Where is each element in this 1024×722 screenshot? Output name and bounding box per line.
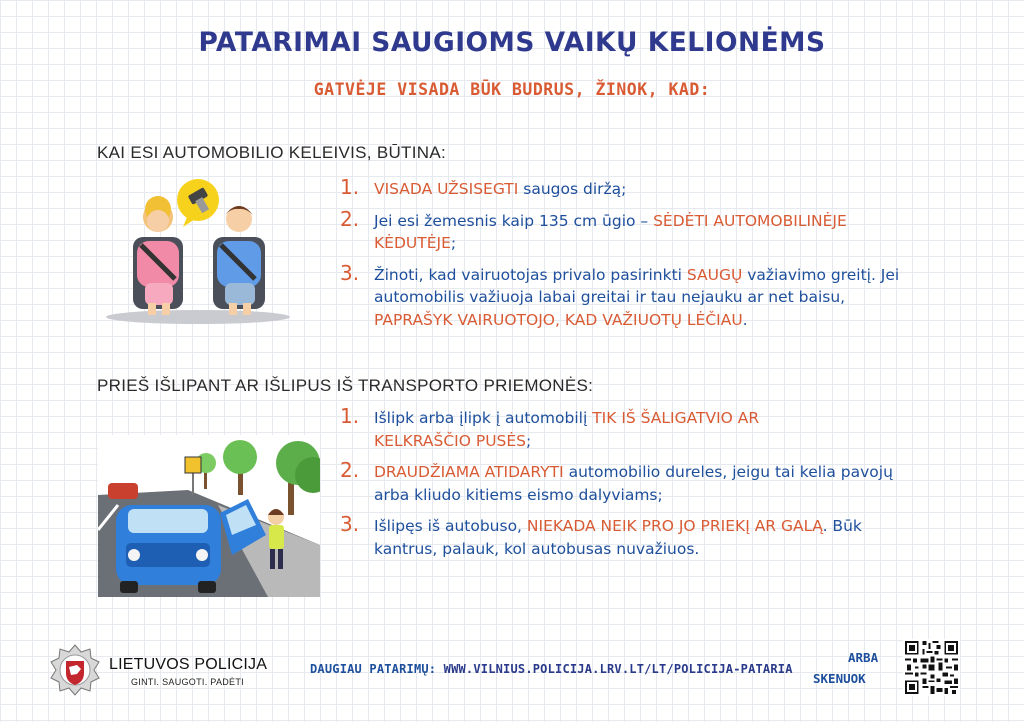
street-car-door-illustration bbox=[98, 435, 320, 597]
item-number: 3. bbox=[340, 512, 360, 536]
section2-heading: PRIEŠ IŠLIPANT AR IŠLIPUS IŠ TRANSPORTO PRIEMONĖS: bbox=[97, 376, 594, 395]
section2-list bbox=[340, 404, 910, 569]
more-tips-line bbox=[310, 662, 793, 676]
police-badge-logo bbox=[50, 644, 100, 696]
or-label: ARBA bbox=[848, 650, 879, 665]
police-name: LIETUVOS POLICIJA bbox=[109, 656, 268, 673]
list-item: 3. Žinoti, kad vairuotojas privalo pasirinkti SAUGŲ važiavimo greitį. Jei automobilis važiuoja labai greitai ir tau nejauku ar net baisu, PAPRAŠYK VAIRUOTOJO, KAD VAŽIUOTŲ LĖČIAU. bbox=[340, 260, 900, 329]
scan-label: SKENUOK bbox=[813, 671, 866, 686]
page-subtitle: GATVĖJE VISADA BŪK BUDRUS, ŽINOK, KAD: bbox=[313, 80, 711, 99]
children-in-car-seats-illustration bbox=[103, 175, 293, 325]
police-motto: GINTI. SAUGOTI. PADĖTI bbox=[131, 677, 244, 687]
list-item: 2. Jei esi žemesnis kaip 135 cm ūgio – SĖDĖTI AUTOMOBILINĖJE KĖDUTĖJE; bbox=[340, 206, 847, 252]
item-number: 2. bbox=[340, 206, 360, 231]
section1-list bbox=[340, 175, 910, 340]
page-title: PATARIMAI SAUGIOMS VAIKŲ KELIONĖMS bbox=[198, 27, 826, 58]
website-link[interactable]: WWW.VILNIUS.POLICIJA.LRV.LT/LT/POLICIJA-PATARIA bbox=[443, 662, 793, 676]
list-item: 1. VISADA UŽSISEGTI saugos diržą; bbox=[340, 175, 627, 199]
item-number: 1. bbox=[340, 175, 360, 199]
section1-heading: KAI ESI AUTOMOBILIO KELEIVIS, BŪTINA: bbox=[97, 143, 446, 162]
list-item: 1. Išlipk arba įlipk į automobilį TIK IŠ ŠALIGATVIO AR KELKRAŠČIO PUSĖS; bbox=[340, 404, 760, 450]
list-item: 2. DRAUDŽIAMA ATIDARYTI automobilio dureles, jeigu tai kelia pavojų arba kliudo kitiems eismo dalyviams; bbox=[340, 458, 893, 504]
qr-code-icon[interactable] bbox=[903, 639, 960, 696]
item-number: 2. bbox=[340, 458, 360, 482]
list-item: 3. Išlipęs iš autobuso, NIEKADA NEIK PRO JO PRIEKĮ AR GALĄ. Būk kantrus, palauk, kol autobusas nuvažiuos. bbox=[340, 512, 862, 558]
item-number: 1. bbox=[340, 404, 360, 428]
more-tips-label: DAUGIAU PATARIMŲ: bbox=[310, 662, 437, 676]
item-number: 3. bbox=[340, 260, 360, 285]
